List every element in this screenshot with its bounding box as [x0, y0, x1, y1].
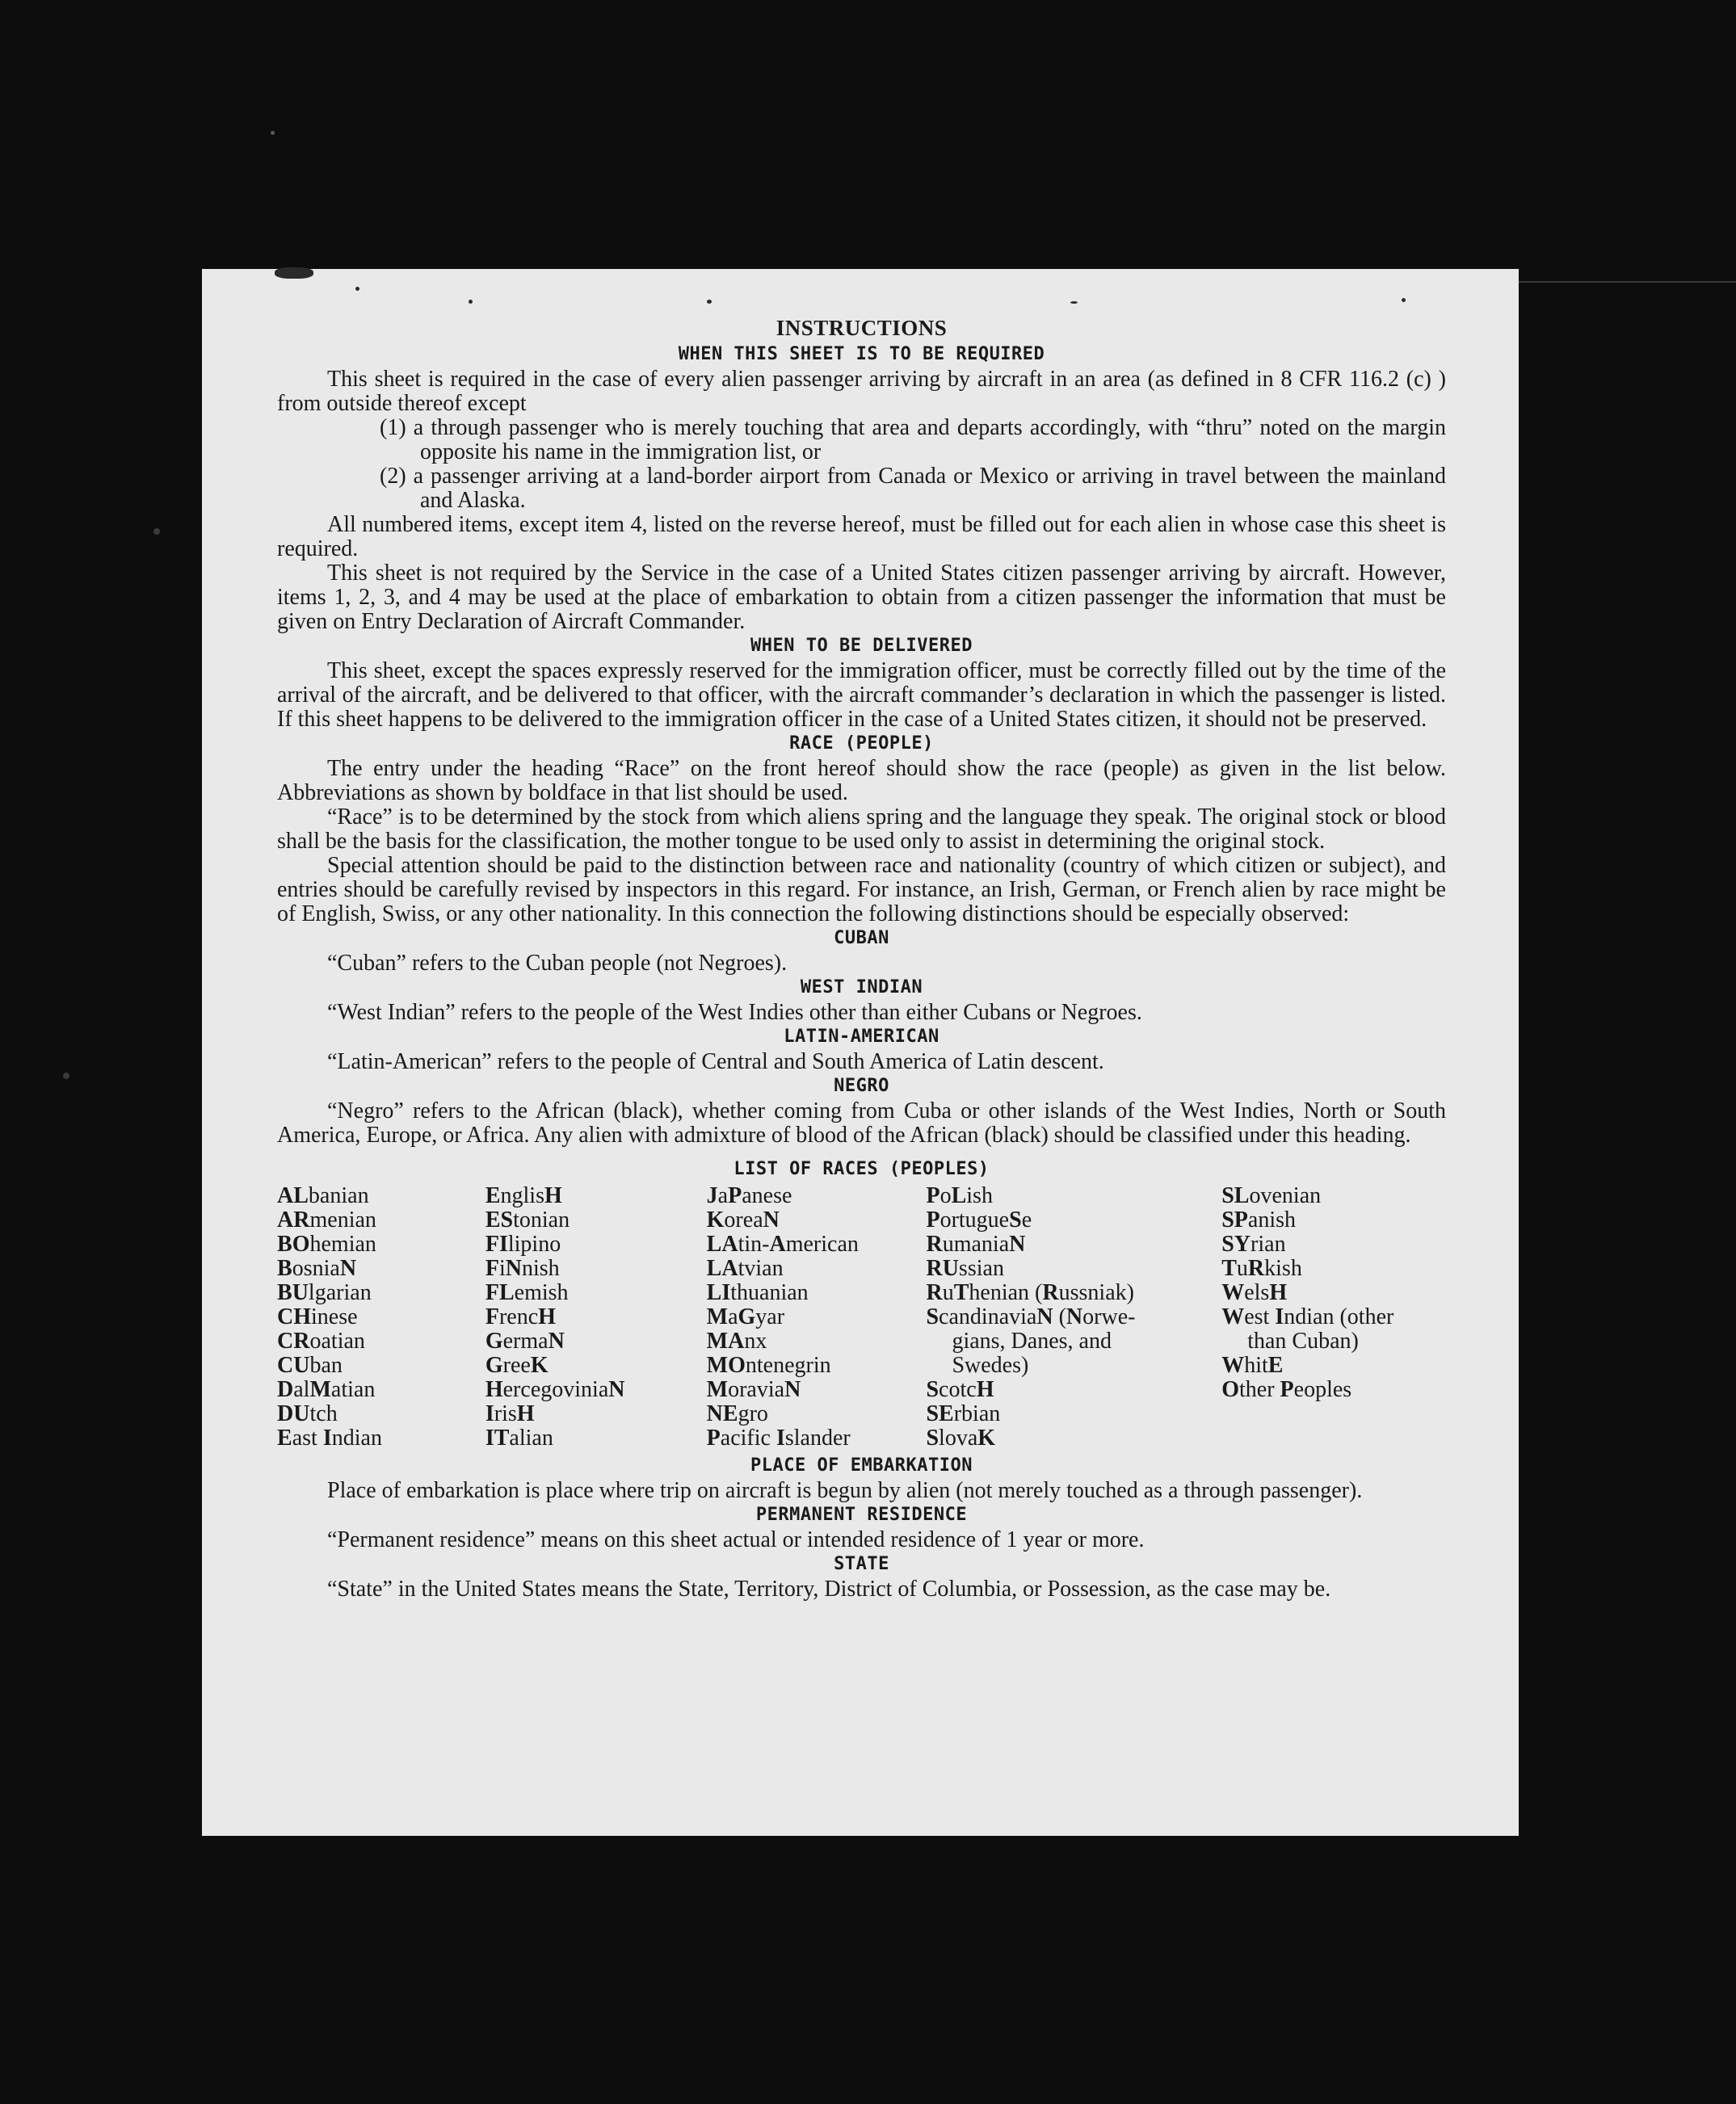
- race-item: JaPanese: [706, 1183, 792, 1208]
- race-item: CHinese: [277, 1304, 358, 1329]
- paragraph: The entry under the heading “Race” on the front hereof should show the race (people) as given in the list below. Abbreviations as shown by boldface in that list should be used.: [277, 756, 1446, 805]
- race-item: Pacific Islander: [706, 1426, 851, 1451]
- heading-negro: NEGRO: [834, 1076, 889, 1096]
- document-page: [202, 269, 1519, 1836]
- race-item: BOhemian: [277, 1232, 376, 1257]
- race-item: LAtin-American: [706, 1232, 859, 1257]
- race-item: HercegoviniaN: [485, 1377, 625, 1402]
- race-item: DalMatian: [277, 1377, 376, 1402]
- race-item: FIlipino: [485, 1232, 561, 1257]
- race-item: ARmenian: [277, 1207, 376, 1233]
- race-item: WhitE: [1221, 1353, 1284, 1378]
- scan-speck: [63, 1073, 69, 1079]
- race-column-2: [485, 1184, 707, 1451]
- paragraph: “Race” is to be determined by the stock from which aliens spring and the language they speak. The original stock or blood shall be the basis for the classification, the mother tongue to be used only to assist in determining the original stock.: [277, 804, 1446, 854]
- race-item: LAtvian: [706, 1256, 784, 1281]
- race-item: LIthuanian: [706, 1280, 809, 1305]
- race-item: RumaniaN: [926, 1232, 1026, 1257]
- race-item: NEgro: [706, 1401, 768, 1426]
- race-item: East Indian: [277, 1426, 382, 1451]
- race-item: FiNnish: [485, 1256, 560, 1281]
- race-item: SPanish: [1221, 1207, 1297, 1233]
- paragraph: “Negro” refers to the African (black), whether coming from Cuba or other islands of the West Indies, North or South America, Europe, or Africa. Any alien with admixture of blood of the African (black) should be classified under this heading.: [277, 1098, 1446, 1148]
- race-item: FrencH: [485, 1304, 556, 1329]
- race-item: CUban: [277, 1353, 343, 1378]
- race-item: ALbanian: [277, 1183, 369, 1208]
- ink-fleck: [355, 287, 359, 291]
- heading-embarkation: PLACE OF EMBARKATION: [750, 1455, 973, 1476]
- race-item: SLovenian: [1221, 1183, 1322, 1208]
- race-item: WelsH: [1221, 1280, 1288, 1305]
- race-item: CRoatian: [277, 1329, 365, 1354]
- race-item: GermaN: [485, 1329, 565, 1354]
- race-name-continued: Swedes): [952, 1353, 1029, 1378]
- race-item: EStonian: [485, 1207, 570, 1233]
- race-item: MoraviaN: [706, 1377, 801, 1402]
- race-group: [1221, 1184, 1446, 1305]
- race-name: West Indian (other: [1221, 1304, 1394, 1329]
- race-group: [1221, 1354, 1446, 1402]
- heading-race: RACE (PEOPLE): [789, 733, 934, 754]
- race-item: Other Peoples: [1221, 1377, 1352, 1402]
- race-item: MOntenegrin: [706, 1353, 831, 1378]
- race-item: PoLish: [926, 1183, 993, 1208]
- ink-fleck: [469, 300, 473, 304]
- race-item: DUtch: [277, 1401, 338, 1426]
- ink-fleck: [707, 300, 712, 304]
- race-column-4: [926, 1184, 1221, 1451]
- heading-state: STATE: [834, 1554, 889, 1574]
- exception-item-2: (2) a passenger arriving at a land-border airport from Canada or Mexico or arriving in travel between the mainland and Alaska.: [380, 464, 1446, 513]
- race-name-continued: gians, Danes, and: [952, 1329, 1112, 1354]
- paragraph: Place of embarkation is place where trip on aircraft is begun by alien (not merely touched as a through passenger).: [327, 1478, 1363, 1503]
- paragraph: Special attention should be paid to the distinction between race and nationality (country of which citizen or subject), and entries should be carefully revised by inspectors in this regard. For instance, an Irish, German, or French alien by race might be of English, Swiss, or any other nationality. In this connection the following distinctions should be especially observed:: [277, 853, 1446, 926]
- heading-latin-american: LATIN-AMERICAN: [784, 1027, 939, 1047]
- race-name: ScandinaviaN (Norwe-: [926, 1304, 1136, 1329]
- heading-permanent-residence: PERMANENT RESIDENCE: [755, 1505, 968, 1525]
- race-item: FLemish: [485, 1280, 569, 1305]
- race-item: ITalian: [485, 1426, 553, 1451]
- race-item: MaGyar: [706, 1304, 785, 1329]
- paragraph: “State” in the United States means the State, Territory, District of Columbia, or Possession, as the case may be.: [327, 1577, 1331, 1602]
- race-item: IrisH: [485, 1401, 535, 1426]
- race-name-continued: than Cuban): [1247, 1329, 1359, 1354]
- race-item: TuRkish: [1221, 1256, 1302, 1281]
- ink-fleck: [275, 267, 313, 279]
- race-item: ScotcH: [926, 1377, 994, 1402]
- race-item: RUssian: [926, 1256, 1004, 1281]
- ink-fleck: [1402, 298, 1406, 302]
- paragraph: This sheet is required in the case of every alien passenger arriving by aircraft in an area (as defined in 8 CFR 116.2 (c) ) from outside thereof except: [277, 367, 1446, 416]
- paragraph: “Latin-American” refers to the people of Central and South America of Latin descent.: [327, 1049, 1104, 1074]
- scan-speck: [271, 131, 275, 135]
- race-list: [277, 1184, 1446, 1451]
- race-item: GreeK: [485, 1353, 549, 1378]
- scan-speck: [153, 528, 160, 535]
- race-item: SYrian: [1221, 1232, 1286, 1257]
- paragraph: This sheet is not required by the Service in the case of a United States citizen passenger arriving by aircraft. However, items 1, 2, 3, and 4 may be used at the place of embarkation to obtain from a citizen passenger the information that must be given on Entry Declaration of Aircraft Commander.: [277, 561, 1446, 634]
- heading-when-delivered: WHEN TO BE DELIVERED: [750, 636, 973, 656]
- race-item: PortugueSe: [926, 1207, 1032, 1233]
- heading-list-of-races: LIST OF RACES (PEOPLES): [733, 1159, 990, 1179]
- heading-cuban: CUBAN: [834, 928, 889, 948]
- scan-edge-line: [1519, 281, 1736, 283]
- paragraph: This sheet, except the spaces expressly reserved for the immigration officer, must be correctly filled out by the time of the arrival of the aircraft, and be delivered to that officer, with the aircraft commander’s declaration in which the passenger is listed. If this sheet happens to be delivered to the immigration officer in the case of a United States citizen, it should not be preserved.: [277, 658, 1446, 732]
- race-item: SErbian: [926, 1401, 1001, 1426]
- race-group: [926, 1378, 1221, 1451]
- race-item: SlovaK: [926, 1426, 996, 1451]
- race-column-5: [1221, 1184, 1446, 1451]
- race-column-3: [707, 1184, 927, 1451]
- race-item: KoreaN: [706, 1207, 780, 1233]
- heading-when-required: WHEN THIS SHEET IS TO BE REQUIRED: [678, 344, 1045, 364]
- race-item: BUlgarian: [277, 1280, 372, 1305]
- paragraph: “Cuban” refers to the Cuban people (not Negroes).: [327, 951, 788, 976]
- paragraph: “Permanent residence” means on this sheet actual or intended residence of 1 year or more.: [327, 1527, 1145, 1552]
- exception-item-1: (1) a through passenger who is merely touching that area and departs accordingly, with “thru” noted on the margin opposite his name in the immigration list, or: [380, 415, 1446, 464]
- race-item: [1221, 1305, 1446, 1354]
- race-item: BosniaN: [277, 1256, 357, 1281]
- heading-west-indian: WEST INDIAN: [800, 977, 923, 997]
- ink-fleck: [1070, 301, 1078, 304]
- paragraph: All numbered items, except item 4, listed on the reverse hereof, must be filled out for each alien in whose case this sheet is required.: [277, 512, 1446, 561]
- race-group: [926, 1184, 1221, 1305]
- race-column-1: [277, 1184, 485, 1451]
- paragraph: “West Indian” refers to the people of the West Indies other than either Cubans or Negroes.: [327, 1000, 1142, 1025]
- race-item: EnglisH: [485, 1183, 562, 1208]
- race-item: MAnx: [706, 1329, 767, 1354]
- document-title: INSTRUCTIONS: [776, 316, 948, 340]
- race-item: RuThenian (Russniak): [926, 1280, 1134, 1305]
- race-item: [926, 1305, 1221, 1378]
